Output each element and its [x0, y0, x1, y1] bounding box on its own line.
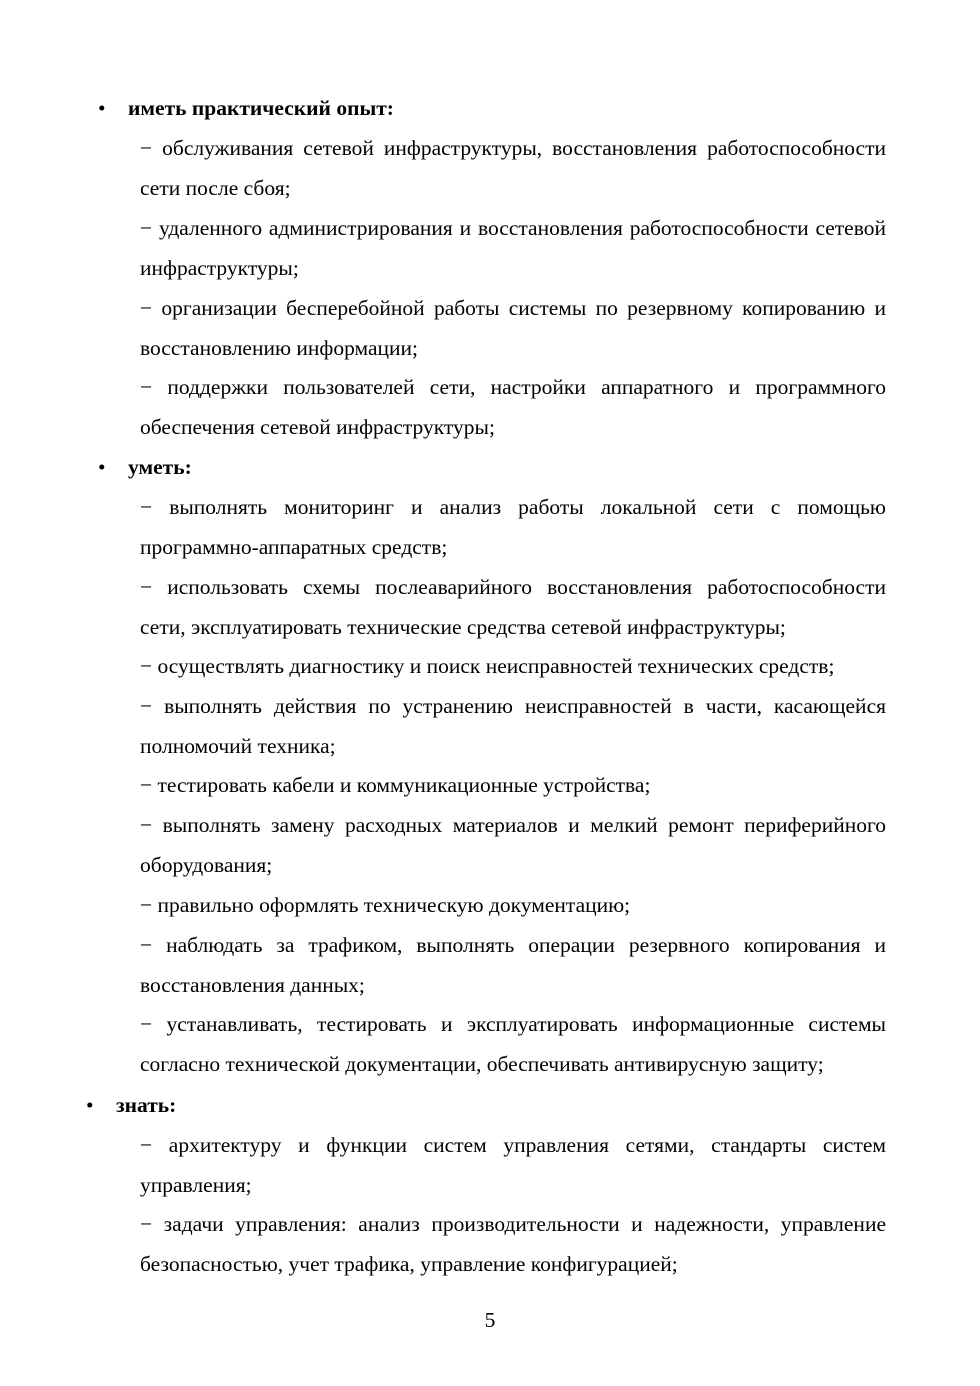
list-item: − тестировать кабели и коммуникационные устройства; — [140, 773, 651, 797]
list-item: − правильно оформлять техническую документацию; — [140, 893, 631, 917]
list-item: − устанавливать, тестировать и эксплуатировать информационные системы согласно технической документации, обеспечивать антивирусную защиту; — [140, 1012, 886, 1076]
list-item: − осуществлять диагностику и поиск неисправностей технических средств; — [140, 654, 835, 678]
bullet-icon: • — [98, 96, 106, 120]
list-item: − поддержки пользователей сети, настройки аппаратного и программного обеспечения сетевой инфраструктуры; — [140, 375, 886, 439]
list-item: − использовать схемы послеаварийного восстановления работоспособности сети, эксплуатировать технические средства сетевой инфраструктуры; — [140, 575, 886, 639]
list-item: − архитектуру и функции систем управления сетями, стандарты систем управления; — [140, 1133, 886, 1197]
list-item: − выполнять мониторинг и анализ работы локальной сети с помощью программно-аппаратных средств; — [140, 495, 886, 559]
section-heading-label: уметь: — [128, 455, 192, 479]
list-item: − наблюдать за трафиком, выполнять операции резервного копирования и восстановления данных; — [140, 933, 886, 997]
list-item: − задачи управления: анализ производительности и надежности, управление безопасностью, учет трафика, управление конфигурацией; — [140, 1212, 886, 1276]
list-item: − обслуживания сетевой инфраструктуры, восстановления работоспособности сети после сбоя; — [140, 136, 886, 200]
list-item: − выполнять действия по устранению неисправностей в части, касающейся полномочий техника; — [140, 694, 886, 758]
list-item: − организации бесперебойной работы системы по резервному копированию и восстановлению информации; — [140, 296, 886, 360]
page-number: 5 — [484, 1308, 496, 1332]
bullet-icon: • — [98, 455, 106, 479]
section-heading-label: иметь практический опыт: — [128, 96, 394, 120]
section-heading-label: знать: — [116, 1093, 177, 1117]
list-item: − удаленного администрирования и восстановления работоспособности сетевой инфраструктуры; — [140, 216, 886, 280]
list-item: − выполнять замену расходных материалов и мелкий ремонт периферийного оборудования; — [140, 813, 886, 877]
bullet-icon: • — [86, 1093, 94, 1117]
